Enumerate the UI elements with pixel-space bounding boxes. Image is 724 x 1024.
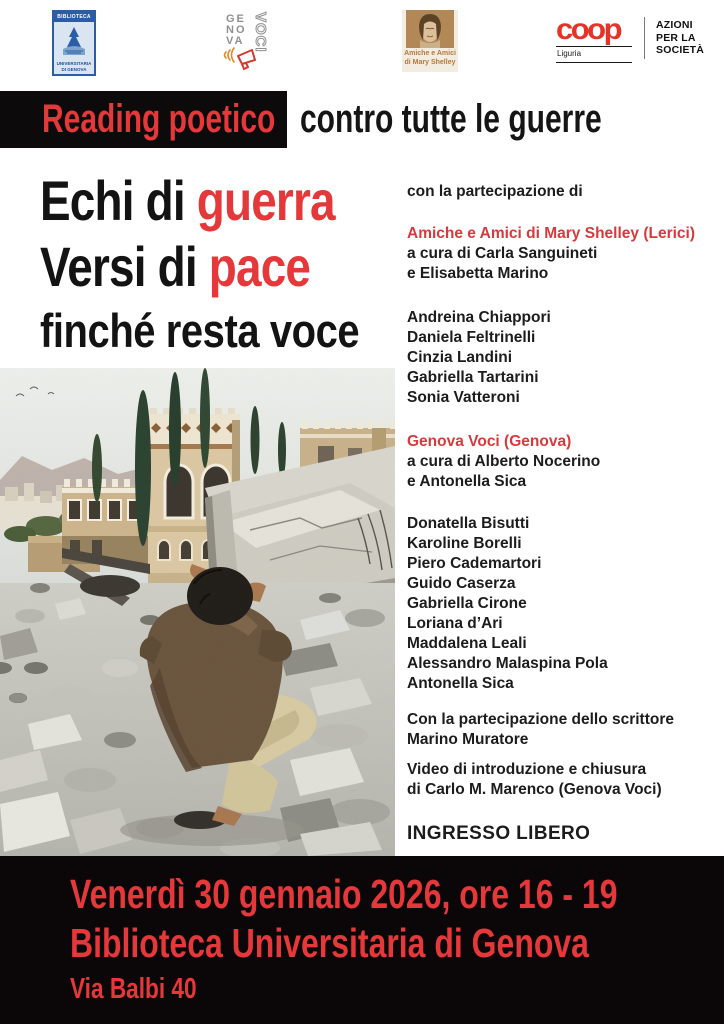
event-type-banner bbox=[0, 91, 724, 148]
event-details-footer bbox=[0, 856, 724, 1024]
genova-voci-logo bbox=[222, 12, 274, 70]
banner-highlight-text: Reading poetico bbox=[42, 97, 276, 141]
biblioteca-logo-subtitle: UNIVERSITARIA DI GENOVA bbox=[56, 61, 92, 72]
participants-intro: con la partecipazione di bbox=[407, 183, 583, 200]
participant-name: Gabriella Tartarini bbox=[407, 369, 539, 386]
participant-name: Karoline Borelli bbox=[407, 535, 522, 552]
group-curator: a cura di Alberto Nocerino bbox=[407, 453, 601, 470]
participant-name: Loriana d’Ari bbox=[407, 615, 503, 632]
participant-name: Donatella Bisutti bbox=[407, 515, 530, 532]
event-address: Via Balbi 40 bbox=[70, 973, 197, 1005]
participants-column bbox=[407, 182, 717, 846]
group-curator: a cura di Carla Sanguineti bbox=[407, 245, 598, 262]
free-entry-label: INGRESSO LIBERO bbox=[407, 823, 591, 844]
genova-voci-vertical-text: VOCI bbox=[252, 12, 269, 53]
mary-shelley-caption: Amiche e Amici di Mary Shelley bbox=[404, 50, 456, 66]
group-curator: e Antonella Sica bbox=[407, 473, 527, 490]
title-line-3: finché resta voce bbox=[40, 304, 360, 357]
war-rubble-photo bbox=[0, 368, 395, 856]
coop-wordmark: coop bbox=[556, 12, 621, 46]
participant-name: Sonia Vatteroni bbox=[407, 389, 520, 406]
participant-name: Piero Cademartori bbox=[407, 555, 542, 572]
coop-tagline: AZIONI PER LA SOCIETÀ bbox=[656, 19, 705, 56]
photo-grain bbox=[0, 368, 395, 856]
title-line-1: Echi di guerra bbox=[40, 169, 335, 232]
video-note: di Carlo M. Marenco (Genova Voci) bbox=[407, 781, 662, 798]
genova-voci-wordmark: GE NO VA bbox=[226, 13, 247, 47]
participant-name: Andreina Chiappori bbox=[407, 309, 551, 326]
participant-name: Antonella Sica bbox=[407, 675, 514, 692]
participant-name: Daniela Feltrinelli bbox=[407, 329, 536, 346]
event-venue: Biblioteca Universitaria di Genova bbox=[70, 920, 589, 966]
coop-liguria-logo bbox=[556, 12, 705, 63]
group-name: Amiche e Amici di Mary Shelley (Lerici) bbox=[407, 225, 695, 242]
title-line-2: Versi di pace bbox=[40, 235, 311, 298]
banner-rest-text: contro tutte le guerre bbox=[300, 97, 602, 141]
biblioteca-logo-title: BIBLIOTECA bbox=[54, 12, 94, 22]
banner-black-box bbox=[0, 91, 287, 148]
biblioteca-universitaria-logo bbox=[52, 10, 96, 76]
writer-note: Con la partecipazione dello scrittore bbox=[407, 711, 675, 728]
mary-shelley-logo bbox=[402, 10, 458, 72]
participant-name: Cinzia Landini bbox=[407, 349, 513, 366]
participant-name: Alessandro Malaspina Pola bbox=[407, 655, 608, 672]
writer-name: Marino Muratore bbox=[407, 731, 529, 748]
coop-region-label: Liguria bbox=[557, 48, 582, 58]
video-note: Video di introduzione e chiusura bbox=[407, 761, 647, 778]
event-date-time: Venerdì 30 gennaio 2026, ore 16 - 19 bbox=[70, 871, 618, 917]
mary-shelley-portrait bbox=[406, 10, 454, 48]
coop-divider-line bbox=[556, 62, 632, 63]
participant-name: Maddalena Leali bbox=[407, 635, 527, 652]
group-curator: e Elisabetta Marino bbox=[407, 265, 549, 282]
biblioteca-logo-emblem-icon bbox=[59, 22, 89, 61]
coop-vertical-divider bbox=[644, 17, 645, 59]
participant-name: Gabriella Cirone bbox=[407, 595, 527, 612]
poster-title bbox=[40, 168, 416, 360]
group-name: Genova Voci (Genova) bbox=[407, 433, 572, 450]
megaphone-icon bbox=[222, 46, 256, 75]
participant-name: Guido Caserza bbox=[407, 575, 516, 592]
